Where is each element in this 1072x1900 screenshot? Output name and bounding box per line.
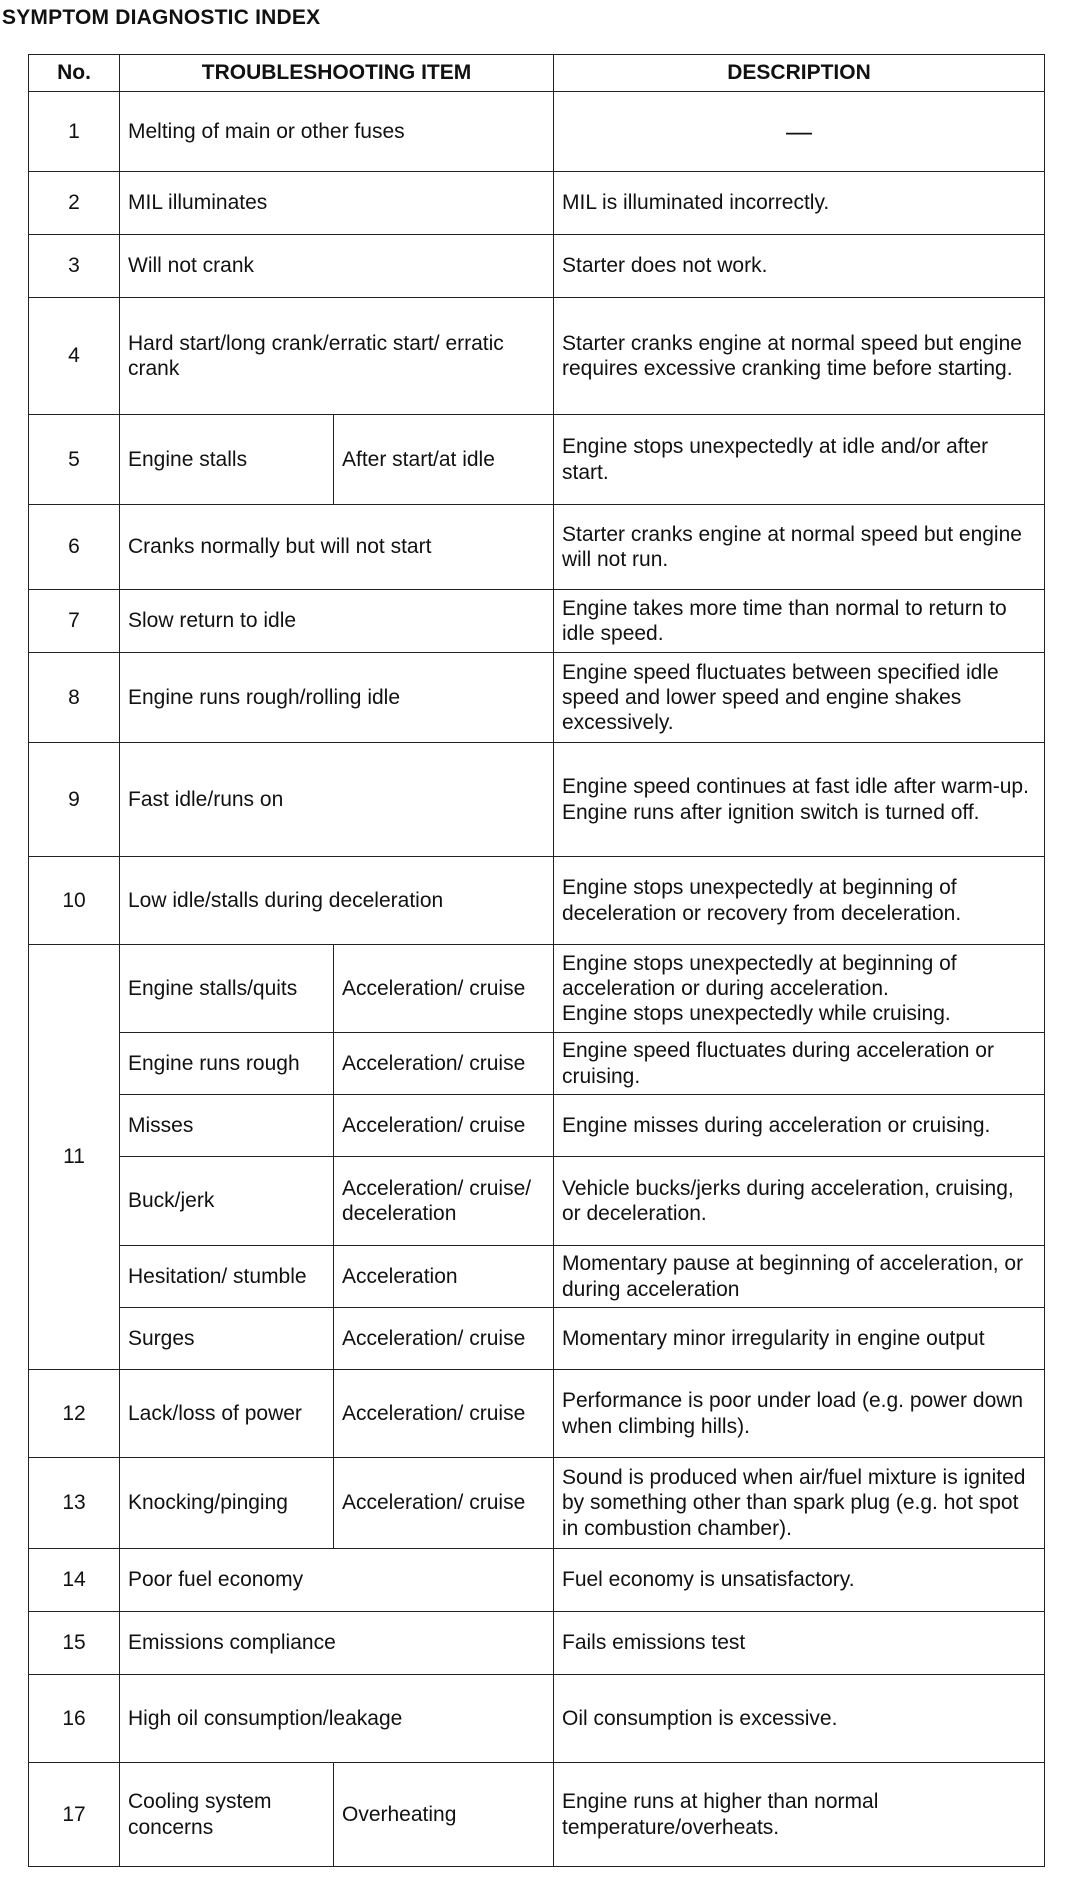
table-row	[29, 590, 1045, 653]
troubleshooting-item: Poor fuel economy	[120, 1549, 554, 1612]
row-number: 4	[29, 298, 120, 415]
troubleshooting-item: Knocking/pinging	[120, 1458, 334, 1549]
description: Engine stops unexpectedly at idle and/or after start.	[554, 415, 1045, 505]
troubleshooting-item: Surges	[120, 1308, 334, 1370]
table-row	[29, 1157, 1045, 1246]
troubleshooting-item: Hesitation/ stumble	[120, 1246, 334, 1308]
table-row	[29, 505, 1045, 590]
condition: Acceleration/ cruise	[334, 1308, 554, 1370]
table-row	[29, 1549, 1045, 1612]
table-row	[29, 1370, 1045, 1458]
description: Engine runs at higher than normal temperature/overheats.	[554, 1763, 1045, 1867]
troubleshooting-item: Cooling system concerns	[120, 1763, 334, 1867]
troubleshooting-item: Low idle/stalls during deceleration	[120, 857, 554, 945]
description: Momentary minor irregularity in engine output	[554, 1308, 1045, 1370]
table-row	[29, 1033, 1045, 1095]
troubleshooting-item: Cranks normally but will not start	[120, 505, 554, 590]
table-row	[29, 1308, 1045, 1370]
description: Vehicle bucks/jerks during acceleration, cruising, or deceleration.	[554, 1157, 1045, 1246]
table-row	[29, 1763, 1045, 1867]
row-number: 15	[29, 1612, 120, 1675]
row-number: 16	[29, 1675, 120, 1763]
row-number: 17	[29, 1763, 120, 1867]
troubleshooting-item: Hard start/long crank/erratic start/ erratic crank	[120, 298, 554, 415]
description: MIL is illuminated incorrectly.	[554, 172, 1045, 235]
row-number: 12	[29, 1370, 120, 1458]
symptom-table	[28, 54, 1045, 1867]
description-line: Engine runs after ignition switch is turned off.	[562, 800, 980, 824]
description: Starter cranks engine at normal speed but engine will not run.	[554, 505, 1045, 590]
troubleshooting-item: Emissions compliance	[120, 1612, 554, 1675]
table-row	[29, 1458, 1045, 1549]
condition: Acceleration/ cruise	[334, 1458, 554, 1549]
row-number: 5	[29, 415, 120, 505]
table-row	[29, 1095, 1045, 1157]
troubleshooting-item: Engine stalls	[120, 415, 334, 505]
troubleshooting-item: Misses	[120, 1095, 334, 1157]
description: Starter cranks engine at normal speed but engine requires excessive cranking time before starting.	[554, 298, 1045, 415]
table-row	[29, 653, 1045, 743]
troubleshooting-item: Will not crank	[120, 235, 554, 298]
table-row	[29, 743, 1045, 857]
table-row	[29, 172, 1045, 235]
description: Fuel economy is unsatisfactory.	[554, 1549, 1045, 1612]
condition: Acceleration/ cruise	[334, 1033, 554, 1095]
description: Engine stops unexpectedly at beginning of deceleration or recovery from deceleration.	[554, 857, 1045, 945]
table-row	[29, 857, 1045, 945]
condition: Acceleration/ cruise	[334, 1095, 554, 1157]
description: Performance is poor under load (e.g. power down when climbing hills).	[554, 1370, 1045, 1458]
condition: Acceleration/ cruise/ deceleration	[334, 1157, 554, 1246]
condition: Overheating	[334, 1763, 554, 1867]
table-row	[29, 298, 1045, 415]
description: Momentary pause at beginning of acceleration, or during acceleration	[554, 1246, 1045, 1308]
header-no: No.	[29, 55, 120, 92]
description-line: Engine stops unexpectedly while cruising.	[562, 1002, 951, 1026]
table-row	[29, 235, 1045, 298]
table-row	[29, 92, 1045, 172]
table-row	[29, 1675, 1045, 1763]
description	[554, 945, 1045, 1033]
troubleshooting-item: Engine runs rough	[120, 1033, 334, 1095]
table-row	[29, 945, 1045, 1033]
header-row	[29, 55, 1045, 92]
row-number: 14	[29, 1549, 120, 1612]
troubleshooting-item: High oil consumption/leakage	[120, 1675, 554, 1763]
troubleshooting-item: Lack/loss of power	[120, 1370, 334, 1458]
row-number: 11	[29, 945, 120, 1370]
table-row	[29, 415, 1045, 505]
condition: Acceleration	[334, 1246, 554, 1308]
troubleshooting-item: Slow return to idle	[120, 590, 554, 653]
description: Sound is produced when air/fuel mixture is ignited by something other than spark plug (e.g. hot spot in combustion chamber).	[554, 1458, 1045, 1549]
description: Engine speed fluctuates between specified idle speed and lower speed and engine shakes excessively.	[554, 653, 1045, 743]
table-row	[29, 1612, 1045, 1675]
row-number: 10	[29, 857, 120, 945]
condition: Acceleration/ cruise	[334, 945, 554, 1033]
row-number: 8	[29, 653, 120, 743]
row-number: 7	[29, 590, 120, 653]
troubleshooting-item: Engine runs rough/rolling idle	[120, 653, 554, 743]
troubleshooting-item: MIL illuminates	[120, 172, 554, 235]
row-number: 6	[29, 505, 120, 590]
description-line: Engine stops unexpectedly at beginning of acceleration or during acceleration.	[562, 951, 957, 1000]
table-row	[29, 1246, 1045, 1308]
row-number: 1	[29, 92, 120, 172]
troubleshooting-item: Fast idle/runs on	[120, 743, 554, 857]
header-item: TROUBLESHOOTING ITEM	[120, 55, 554, 92]
row-number: 9	[29, 743, 120, 857]
row-number: 2	[29, 172, 120, 235]
description	[554, 743, 1045, 857]
description: Engine misses during acceleration or cruising.	[554, 1095, 1045, 1157]
description: Engine speed fluctuates during acceleration or cruising.	[554, 1033, 1045, 1095]
row-number: 13	[29, 1458, 120, 1549]
description: Starter does not work.	[554, 235, 1045, 298]
condition: After start/at idle	[334, 415, 554, 505]
troubleshooting-item: Buck/jerk	[120, 1157, 334, 1246]
description: Oil consumption is excessive.	[554, 1675, 1045, 1763]
condition: Acceleration/ cruise	[334, 1370, 554, 1458]
description: Engine takes more time than normal to return to idle speed.	[554, 590, 1045, 653]
row-number: 3	[29, 235, 120, 298]
description: —	[554, 92, 1045, 172]
header-description: DESCRIPTION	[554, 55, 1045, 92]
description: Fails emissions test	[554, 1612, 1045, 1675]
description-line: Engine speed continues at fast idle after warm-up.	[562, 775, 1029, 799]
page-title: SYMPTOM DIAGNOSTIC INDEX	[2, 6, 321, 29]
troubleshooting-item: Melting of main or other fuses	[120, 92, 554, 172]
troubleshooting-item: Engine stalls/quits	[120, 945, 334, 1033]
